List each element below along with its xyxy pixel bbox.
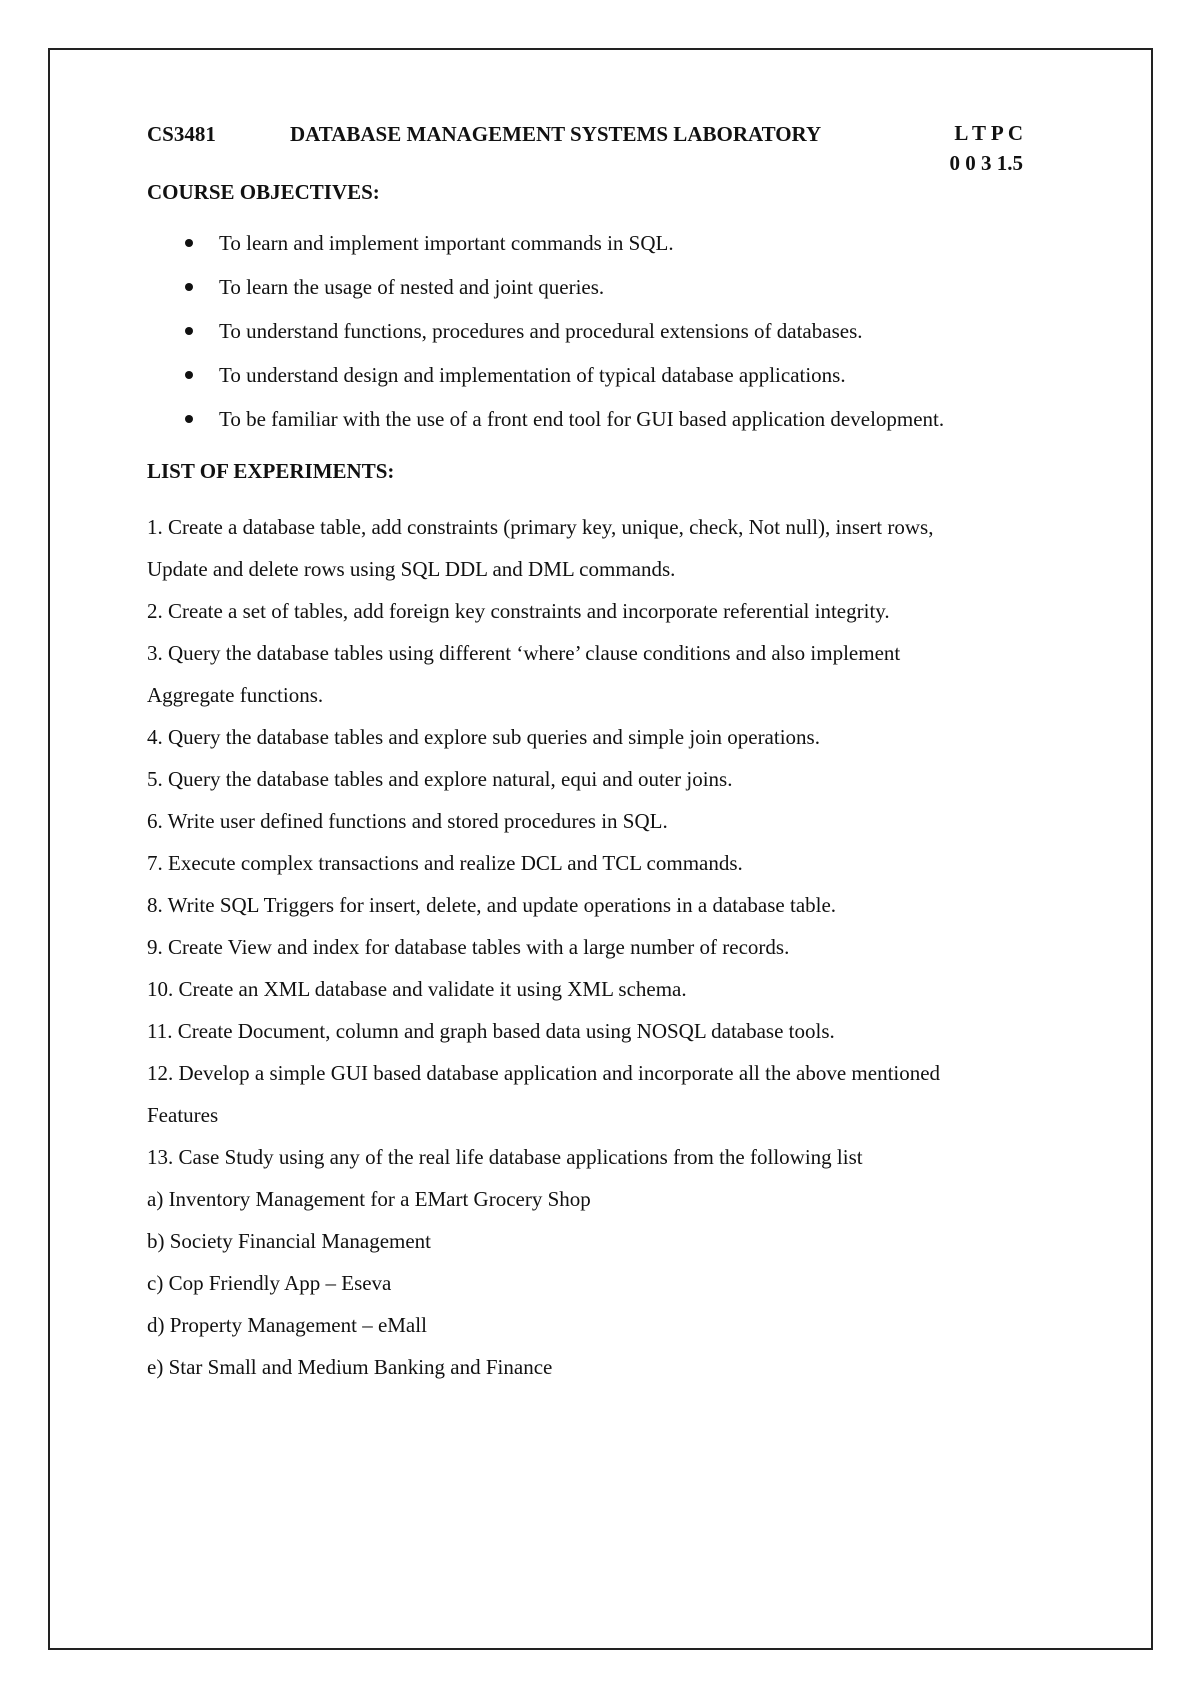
bullet-icon (185, 283, 193, 291)
course-header (147, 122, 1087, 180)
experiment-line: 9. Create View and index for database tables with a large number of records. (147, 935, 790, 959)
experiment-line: 6. Write user defined functions and stored procedures in SQL. (147, 809, 668, 833)
objective-item (147, 273, 1087, 317)
experiment-line: 13. Case Study using any of the real life database applications from the following list (147, 1145, 863, 1169)
bullet-icon (185, 239, 193, 247)
objective-item (147, 317, 1087, 361)
experiment-line: 4. Query the database tables and explore sub queries and simple join operations. (147, 725, 820, 749)
experiment-line: 2. Create a set of tables, add foreign key constraints and incorporate referential integrity. (147, 599, 890, 623)
experiment-line: 1. Create a database table, add constraints (primary key, unique, check, Not null), insert rows, (147, 515, 934, 539)
bullet-icon (185, 371, 193, 379)
experiment-line: 10. Create an XML database and validate it using XML schema. (147, 977, 687, 1001)
course-title: DATABASE MANAGEMENT SYSTEMS LABORATORY (290, 122, 822, 146)
experiment-line: Features (147, 1103, 219, 1127)
case-study-option: b) Society Financial Management (147, 1229, 432, 1253)
objectives-list (147, 229, 1087, 449)
experiment-line: 5. Query the database tables and explore natural, equi and outer joins. (147, 767, 733, 791)
bullet-icon (185, 415, 193, 423)
experiment-line: 7. Execute complex transactions and realize DCL and TCL commands. (147, 851, 743, 875)
document-content (147, 122, 1087, 1388)
objective-text: To learn the usage of nested and joint queries. (219, 275, 605, 299)
experiment-line: Aggregate functions. (147, 683, 324, 707)
case-study-option: a) Inventory Management for a EMart Grocery Shop (147, 1187, 591, 1211)
objective-text: To understand functions, procedures and procedural extensions of databases. (219, 319, 863, 343)
experiments-list (147, 506, 1087, 1388)
case-study-option: e) Star Small and Medium Banking and Finance (147, 1355, 553, 1379)
objective-text: To understand design and implementation of typical database applications. (219, 363, 846, 387)
objective-text: To be familiar with the use of a front end tool for GUI based application development. (219, 407, 945, 431)
ltpc-label: L T P C (954, 121, 1023, 145)
ltpc-values: 0 0 3 1.5 (949, 151, 1023, 175)
ltpc-block (923, 118, 1023, 178)
bullet-icon (185, 327, 193, 335)
objective-item (147, 405, 1087, 449)
case-study-option: c) Cop Friendly App – Eseva (147, 1271, 392, 1295)
objective-item (147, 229, 1087, 273)
objective-text: To learn and implement important commands in SQL. (219, 231, 674, 255)
experiment-line: 8. Write SQL Triggers for insert, delete, and update operations in a database table. (147, 893, 837, 917)
case-study-option: d) Property Management – eMall (147, 1313, 427, 1337)
objectives-heading: COURSE OBJECTIVES: (147, 180, 380, 204)
objective-item (147, 361, 1087, 405)
experiment-line: 3. Query the database tables using different ‘where’ clause conditions and also implement (147, 641, 901, 665)
experiments-heading: LIST OF EXPERIMENTS: (147, 459, 395, 483)
course-code: CS3481 (147, 122, 216, 146)
experiment-line: 11. Create Document, column and graph based data using NOSQL database tools. (147, 1019, 835, 1043)
experiment-line: 12. Develop a simple GUI based database application and incorporate all the above mentioned (147, 1061, 941, 1085)
experiment-line: Update and delete rows using SQL DDL and DML commands. (147, 557, 676, 581)
